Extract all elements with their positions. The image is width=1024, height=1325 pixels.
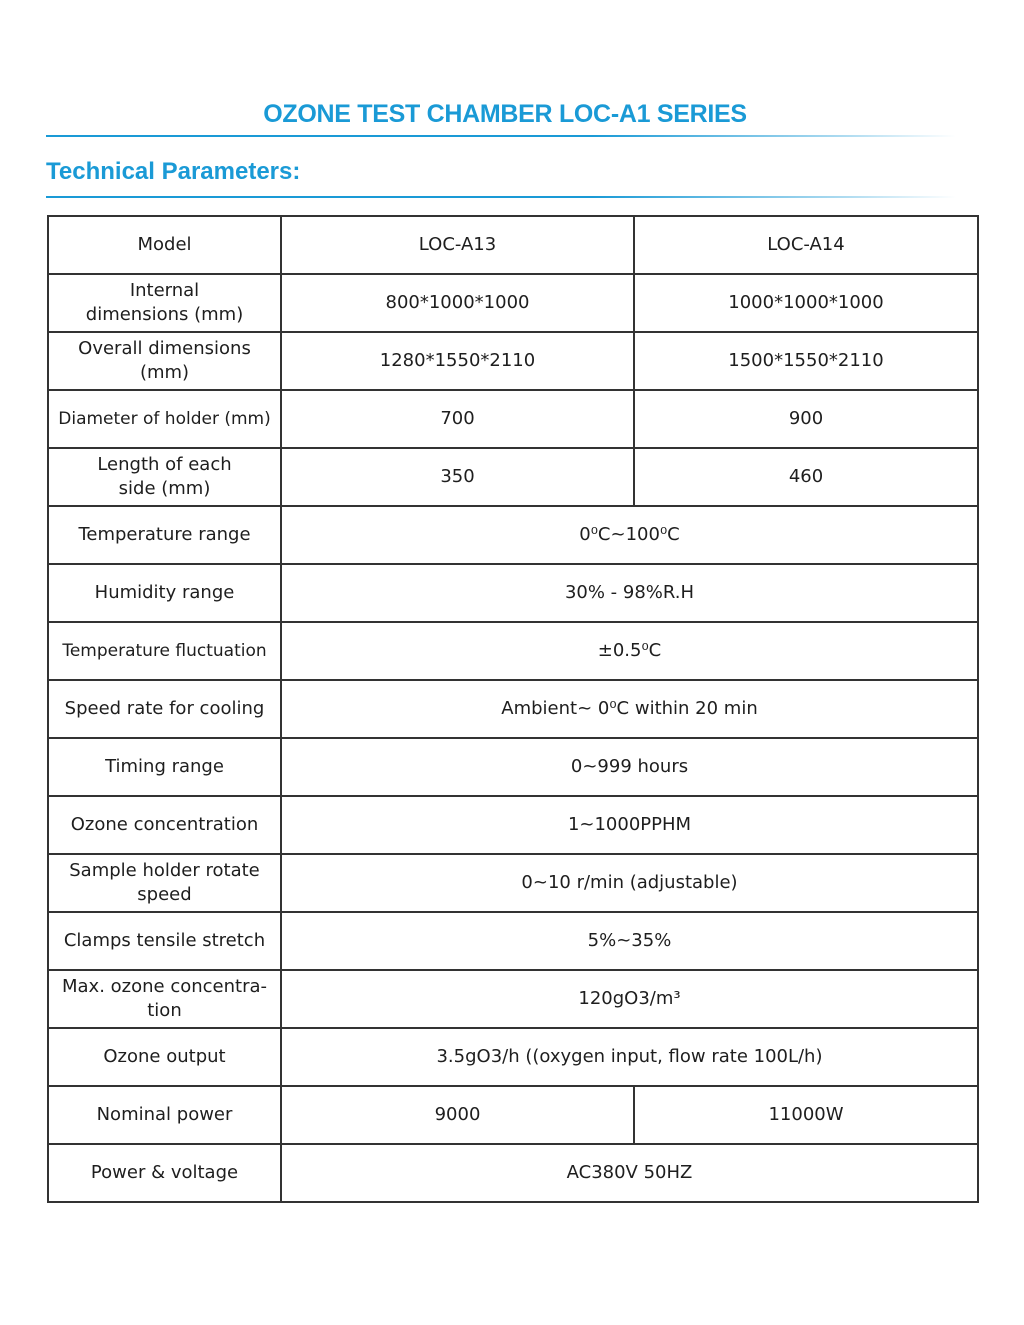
param-cell: Overall dimensions (mm) <box>48 332 281 390</box>
param-cell: Model <box>48 216 281 274</box>
table-row <box>48 912 978 970</box>
value-cell-shared: 30% - 98%R.H <box>281 564 978 622</box>
param-cell: Humidity range <box>48 564 281 622</box>
value-cell-shared: 0~10 r/min (adjustable) <box>281 854 978 912</box>
value-cell-loc-a13: 800*1000*1000 <box>281 274 634 332</box>
param-cell: Sample holder rotate speed <box>48 854 281 912</box>
table-row <box>48 622 978 680</box>
value-cell-loc-a14: 1000*1000*1000 <box>634 274 978 332</box>
value-cell-loc-a14: 1500*1550*2110 <box>634 332 978 390</box>
table-row <box>48 564 978 622</box>
value-cell-shared: Ambient~ 0⁰C within 20 min <box>281 680 978 738</box>
table-row <box>48 1028 978 1086</box>
table-row <box>48 390 978 448</box>
table-row <box>48 1144 978 1202</box>
table-row <box>48 738 978 796</box>
value-cell-shared: 120gO3/m³ <box>281 970 978 1028</box>
value-cell-shared: ±0.5⁰C <box>281 622 978 680</box>
param-cell: Temperature range <box>48 506 281 564</box>
param-cell: Temperature fluctuation <box>48 622 281 680</box>
table-row <box>48 796 978 854</box>
table-row <box>48 854 978 912</box>
value-cell-loc-a13: 700 <box>281 390 634 448</box>
table-row <box>48 970 978 1028</box>
value-cell-shared: 0~999 hours <box>281 738 978 796</box>
value-cell-loc-a14: 900 <box>634 390 978 448</box>
value-cell-loc-a13: LOC-A13 <box>281 216 634 274</box>
value-cell-loc-a14: LOC-A14 <box>634 216 978 274</box>
value-cell-shared: 1~1000PPHM <box>281 796 978 854</box>
value-cell-loc-a14: 460 <box>634 448 978 506</box>
page-title: OZONE TEST CHAMBER LOC-A1 SERIES <box>263 100 747 128</box>
param-cell: Ozone output <box>48 1028 281 1086</box>
value-cell-loc-a13: 1280*1550*2110 <box>281 332 634 390</box>
param-cell: Diameter of holder (mm) <box>48 390 281 448</box>
param-cell: Length of each side (mm) <box>48 448 281 506</box>
value-cell-shared: 3.5gO3/h ((oxygen input, flow rate 100L/h) <box>281 1028 978 1086</box>
value-cell-shared: 5%~35% <box>281 912 978 970</box>
value-cell-loc-a13: 350 <box>281 448 634 506</box>
param-cell: Max. ozone concentra-tion <box>48 970 281 1028</box>
table-row <box>48 332 978 390</box>
value-cell-loc-a14: 11000W <box>634 1086 978 1144</box>
value-cell-shared: AC380V 50HZ <box>281 1144 978 1202</box>
value-cell-shared: 0⁰C~100⁰C <box>281 506 978 564</box>
table-row <box>48 448 978 506</box>
table-row <box>48 1086 978 1144</box>
param-cell: Nominal power <box>48 1086 281 1144</box>
table-row <box>48 216 978 274</box>
title-divider <box>46 135 956 137</box>
value-cell-loc-a13: 9000 <box>281 1086 634 1144</box>
table-row <box>48 680 978 738</box>
param-cell: Power & voltage <box>48 1144 281 1202</box>
section-title: Technical Parameters: <box>46 158 301 185</box>
table-row <box>48 506 978 564</box>
spec-table <box>47 215 979 1203</box>
table-row <box>48 274 978 332</box>
param-cell: Internal dimensions (mm) <box>48 274 281 332</box>
param-cell: Clamps tensile stretch <box>48 912 281 970</box>
param-cell: Ozone concentration <box>48 796 281 854</box>
section-divider <box>46 196 956 198</box>
param-cell: Speed rate for cooling <box>48 680 281 738</box>
param-cell: Timing range <box>48 738 281 796</box>
